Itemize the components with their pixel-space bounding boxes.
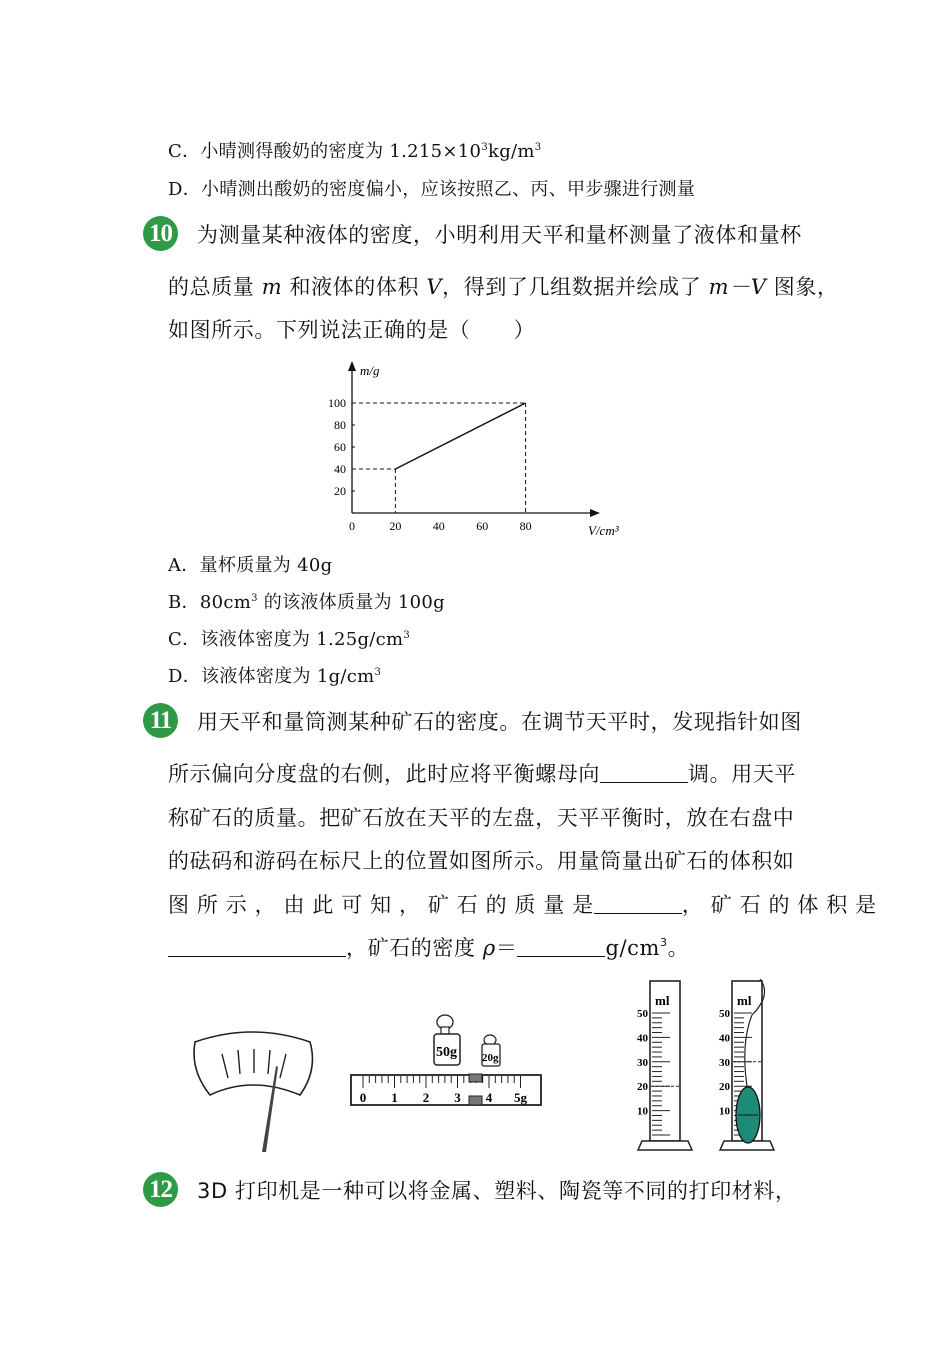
question-number-badge: 12	[143, 1172, 178, 1207]
cylinder-tick-label: 30	[719, 1056, 730, 1069]
answer-blank[interactable]	[168, 938, 346, 957]
q10-option-c: C．该液体密度为 $1.25g/cm^3$	[168, 629, 411, 650]
answer-blank[interactable]	[594, 895, 682, 914]
y-axis-label: m/g	[360, 363, 380, 378]
answer-blank[interactable]	[600, 764, 688, 783]
q10-stem-line2: 的总质量 m 和液体的体积 V，得到了几组数据并绘成了 m－V 图象，	[168, 275, 839, 299]
ruler-tick-label: 4	[485, 1090, 493, 1105]
q10-option-a: A．量杯质量为 40g	[168, 555, 333, 576]
y-axis-arrow	[348, 361, 356, 371]
balance-dial-figure	[190, 1030, 320, 1160]
answer-blank[interactable]	[517, 938, 605, 957]
ruler-tick-label: 5g	[514, 1090, 527, 1105]
x-tick-label: 40	[432, 519, 445, 533]
question-number-badge: 11	[143, 703, 178, 738]
cylinder-tick-label: 50	[637, 1008, 648, 1020]
q10-option-d: D．该液体密度为 $1g/cm^3$	[168, 666, 382, 687]
q12-stem-line1: 3D 打印机是一种可以将金属、塑料、陶瓷等不同的打印材料，	[197, 1179, 797, 1203]
x-tick-label: 60	[476, 519, 489, 533]
cylinder-tick-label: 40	[637, 1032, 648, 1045]
ruler-tick-label: 0	[359, 1090, 367, 1105]
x-tick-label: 20	[389, 519, 402, 533]
weights-and-ruler-figure	[345, 1010, 550, 1110]
ruler-tick-label: 1	[391, 1090, 398, 1105]
cylinder-tick-label: 40	[719, 1032, 730, 1045]
q10-option-b: B．$80cm^3$ 的该液体质量为 100g	[168, 592, 445, 613]
cylinder-tick-label: 50	[719, 1008, 730, 1020]
y-tick-label: 100	[328, 396, 346, 410]
y-tick-label: 60	[334, 440, 346, 454]
q9-option-c: C．小晴测得酸奶的密度为 $1.215\times 10^3kg/m^3$	[168, 141, 542, 162]
y-tick-label: 40	[334, 462, 346, 476]
measuring-cylinders-figure	[630, 975, 785, 1160]
x-tick-label: 0	[349, 519, 355, 533]
x-axis-label: V/cm³	[588, 523, 619, 538]
q11-stem-line2: 所示偏向分度盘的右侧，此时应将平衡螺母向 调。用天平	[168, 762, 796, 786]
weight-50g-label: 50g	[436, 1045, 457, 1060]
y-tick-label: 20	[334, 484, 346, 498]
q11-stem-line4: 的砝码和游码在标尺上的位置如图所示。用量筒量出矿石的体积如	[168, 849, 795, 873]
y-tick-label: 80	[334, 418, 346, 432]
data-line	[395, 403, 525, 469]
cylinder-tick-label: 30	[637, 1056, 648, 1069]
cylinder-tick-label: 10	[719, 1105, 730, 1118]
q11-stem-line1: 用天平和量筒测某种矿石的密度。在调节天平时，发现指针如图	[197, 710, 802, 734]
cylinder-tick-label: 20	[719, 1081, 730, 1094]
cylinder-tick-label: 20	[637, 1081, 648, 1094]
mass-volume-chart	[310, 355, 640, 545]
question-number-badge: 10	[143, 216, 178, 251]
weight-20g-label: 20g	[482, 1052, 499, 1064]
q9-option-d: D．小晴测出酸奶的密度偏小，应该按照乙、丙、甲步骤进行测量	[168, 179, 696, 200]
cylinder-unit-label: ml	[737, 993, 752, 1008]
q11-stem-line6: ，矿石的密度 $\rho= g/cm^3$。	[168, 932, 689, 962]
cylinder-tick-label: 10	[637, 1105, 648, 1118]
x-axis-arrow	[590, 509, 600, 517]
ruler-tick-label: 2	[422, 1090, 430, 1105]
ruler-tick-label: 3	[454, 1090, 461, 1105]
q10-stem-line1: 为测量某种液体的密度，小明利用天平和量杯测量了液体和量杯	[197, 223, 802, 247]
cylinder-unit-label: ml	[655, 993, 670, 1008]
x-tick-label: 80	[519, 519, 532, 533]
q11-stem-line3: 称矿石的质量。把矿石放在天平的左盘，天平平衡时，放在右盘中	[168, 806, 795, 830]
cylinder-base	[638, 1141, 692, 1150]
q11-stem-line5: 图 所 示 ， 由 此 可 知 ， 矿 石 的 质 量 是 ， 矿 石 的 体 积 是	[168, 893, 877, 917]
q10-stem-line3: 如图所示。下列说法正确的是（ ）	[168, 318, 536, 342]
